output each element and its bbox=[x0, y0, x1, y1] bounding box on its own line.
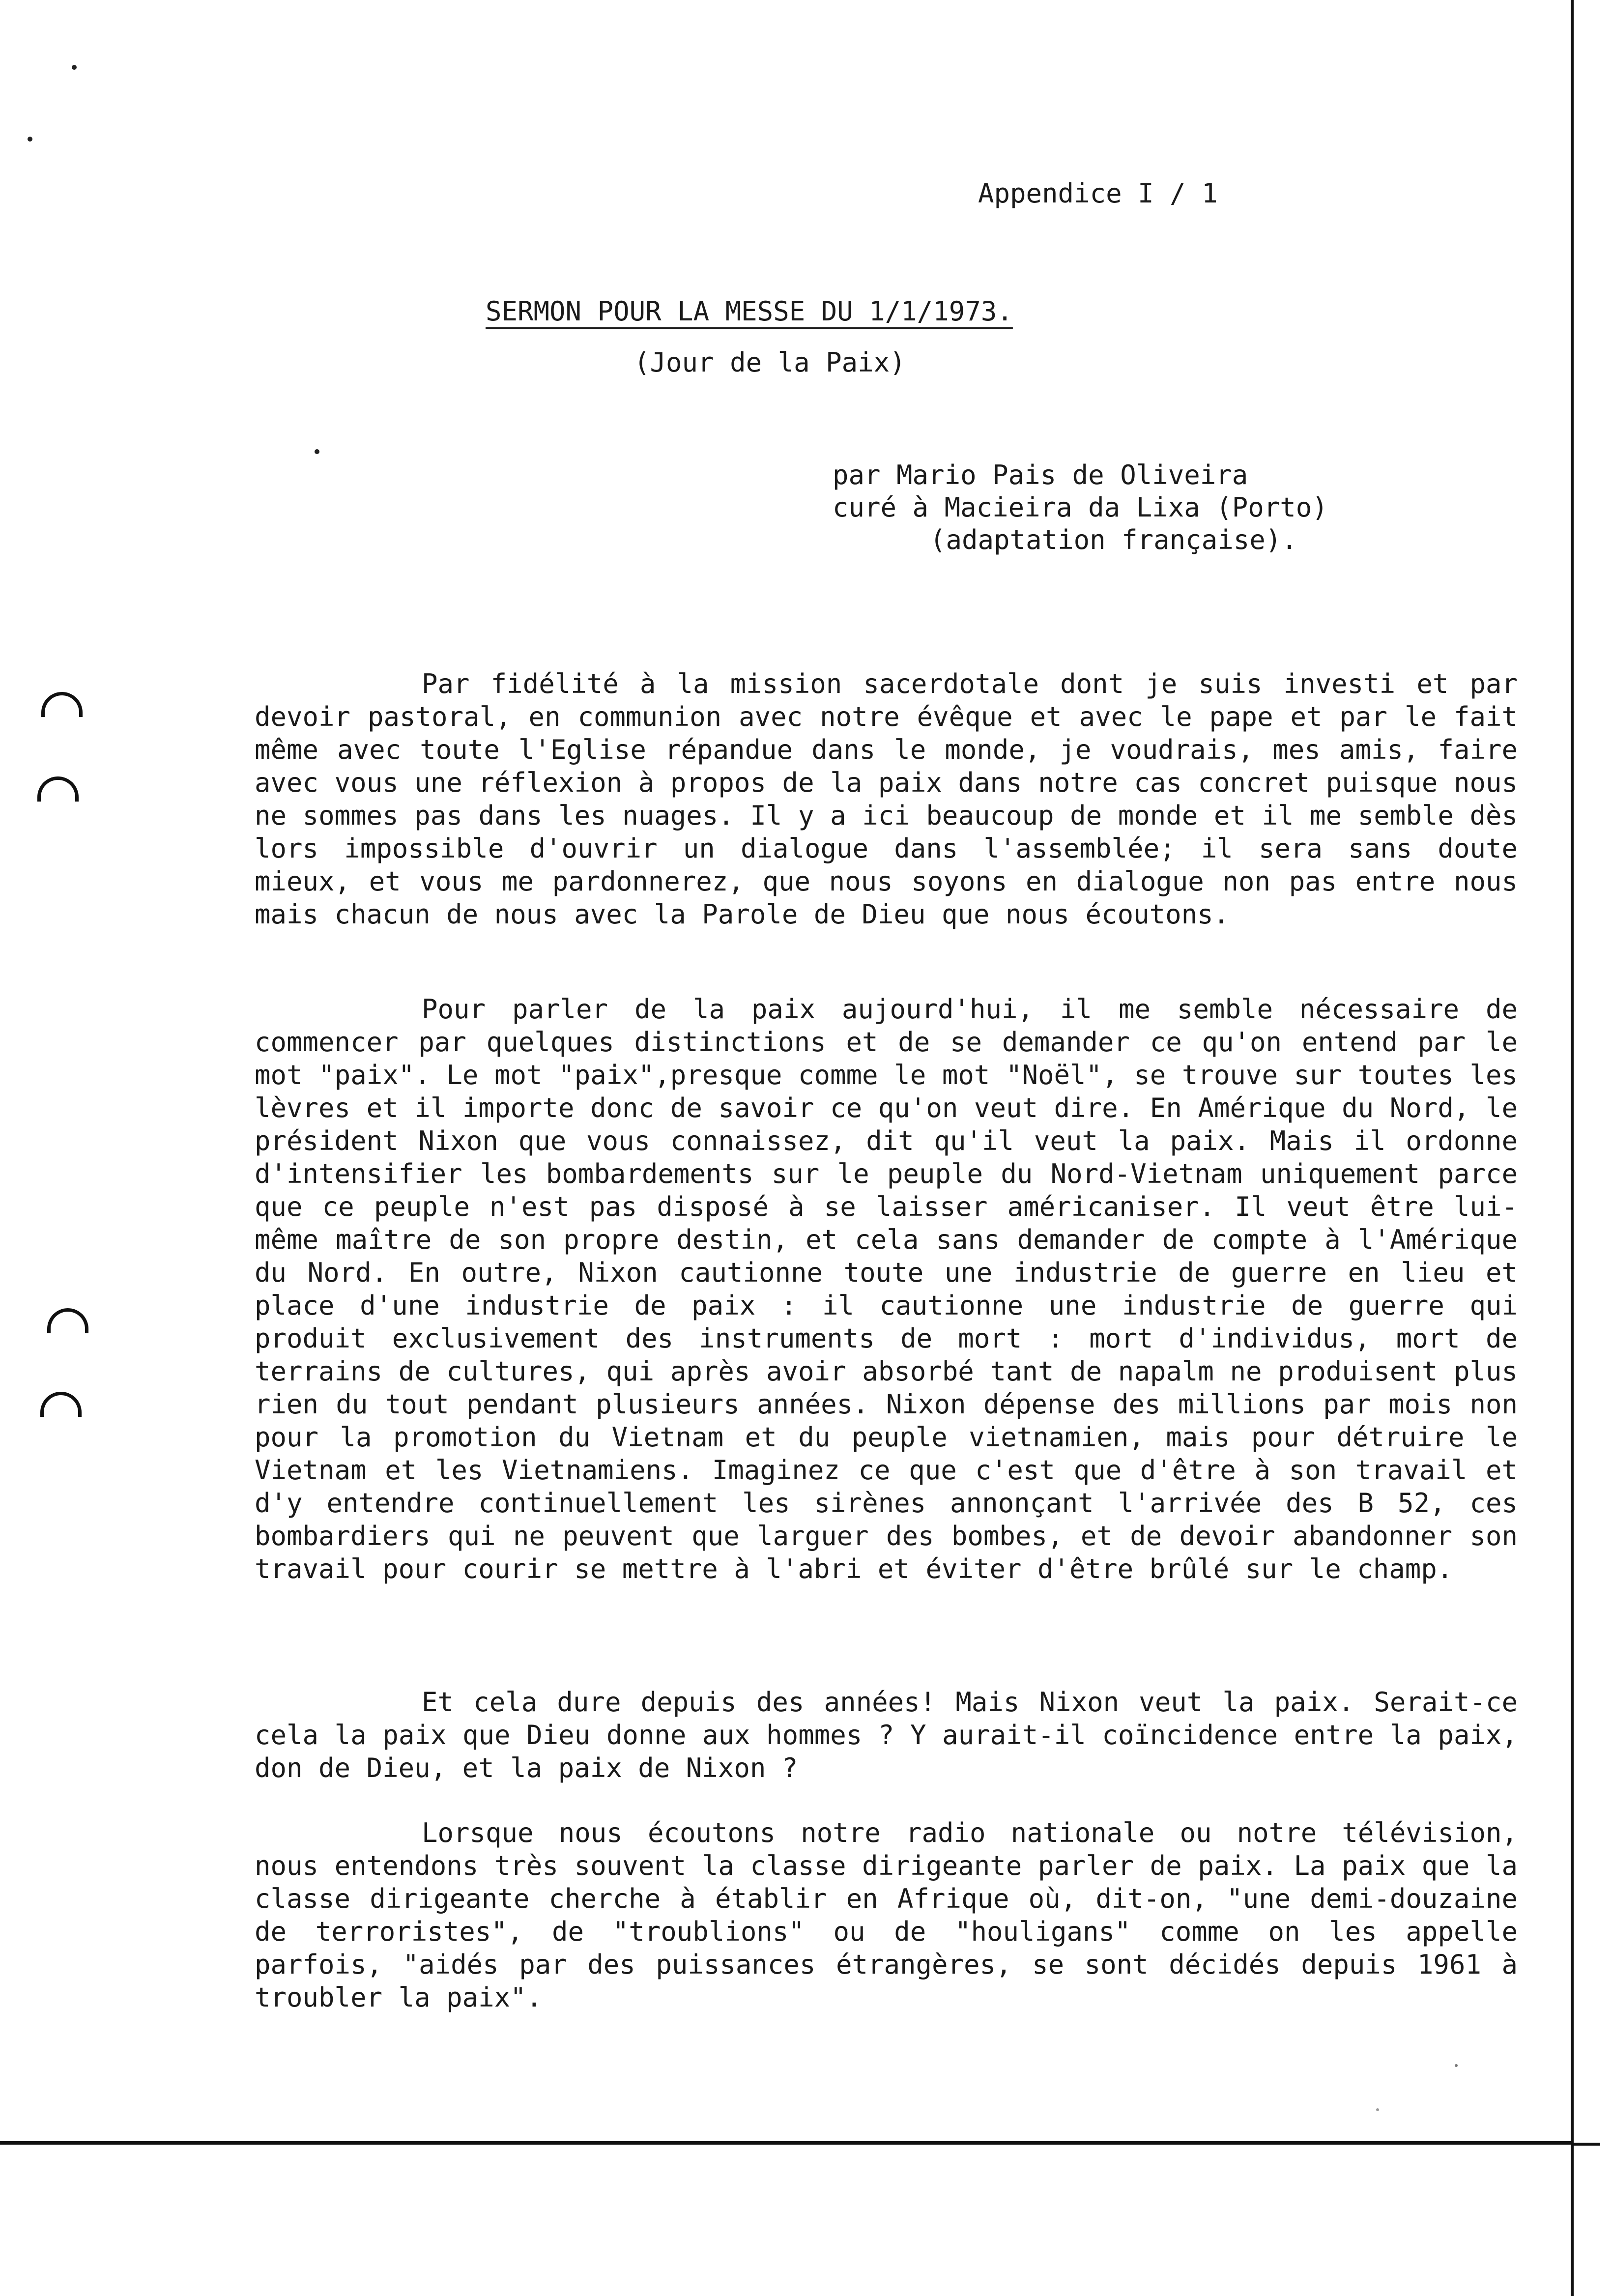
right-margin-rule bbox=[1571, 0, 1574, 2296]
binder-hole-mark bbox=[41, 692, 83, 717]
binder-hole-mark bbox=[37, 776, 79, 802]
binder-hole-mark bbox=[40, 1392, 82, 1417]
binder-hole-mark bbox=[47, 1308, 88, 1333]
bottom-rule bbox=[0, 2141, 1574, 2145]
adaptation-note: (adaptation française). bbox=[930, 524, 1297, 555]
appendix-label: Appendice I / 1 bbox=[978, 178, 1218, 209]
scan-speck bbox=[315, 449, 319, 454]
paragraph bbox=[255, 993, 1518, 1585]
right-margin-tick bbox=[1571, 2143, 1600, 2146]
scan-speck bbox=[28, 137, 32, 142]
scan-speck bbox=[1455, 2064, 1458, 2067]
paragraph bbox=[255, 1686, 1518, 1784]
paragraph-text: Par fidélité à la mission sacerdotale dont je suis investi et par devoir pastoral, en communion avec notre évêque et avec le pape et par le fait même avec toute l'Eglise répandue dans le monde, je voudrais, mes amis, faire avec vous une réflexion à propos de la paix dans notre cas concret puisque nous ne sommes pas dans les nuages. Il y a ici beaucoup de monde et il me semble dès lors impossible d'ouvrir un dialogue dans l'assemblée; il sera sans doute mieux, et vous me pardonnerez, que nous soyons en dialogue non pas entre nous mais chacun de nous avec la Parole de Dieu que nous écoutons. bbox=[255, 668, 1518, 930]
scan-speck bbox=[72, 65, 77, 70]
paragraph-text: Et cela dure depuis des années! Mais Nixon veut la paix. Serait-ce cela la paix que Dieu donne aux hommes ? Y aurait-il coïncidence entre la paix, don de Dieu, et la paix de Nixon ? bbox=[255, 1687, 1518, 1783]
author-name: par Mario Pais de Oliveira bbox=[833, 459, 1248, 490]
paragraph-text: Lorsque nous écoutons notre radio nationale ou notre télévision, nous entendons très souvent la classe dirigeante parler de paix. La paix que la classe dirigeante cherche à établir en Afrique où, dit-on, "une demi-douzaine de terroristes", de "troublions" ou de "houligans" comme on les appelle parfois, "aidés par des puissances étrangères, se sont décidés depuis 1961 à troubler la paix". bbox=[255, 1817, 1518, 2013]
scan-speck bbox=[1376, 2108, 1379, 2111]
author-position: curé à Macieira da Lixa (Porto) bbox=[833, 492, 1328, 523]
paragraph bbox=[255, 1816, 1518, 2014]
author-block bbox=[833, 459, 1328, 556]
document-subtitle: (Jour de la Paix) bbox=[634, 347, 906, 378]
paragraph bbox=[255, 667, 1518, 931]
paragraph-text: Pour parler de la paix aujourd'hui, il me semble nécessaire de commencer par quelques distinctions et de se demander ce qu'on entend par le mot "paix". Le mot "paix",presque comme le mot "Noël", se trouve sur toutes les lèvres et il importe donc de savoir ce qu'on veut dire. En Amérique du Nord, le président Nixon que vous connaissez, dit qu'il veut la paix. Mais il ordonne d'intensifier les bombardements sur le peuple du Nord-Vietnam uniquement parce que ce peuple n'est pas disposé à se laisser américaniser. Il veut être lui-même maître de son propre destin, et cela sans demander de compte à l'Amérique du Nord. En outre, Nixon cautionne toute une industrie de guerre en lieu et place d'une industrie de paix : il cautionne une industrie de guerre qui produit exclusivement des instruments de mort : mort d'individus, mort de terrains de cultures, qui après avoir absorbé tant de napalm ne produisent plus rien du tout pendant plusieurs années. Nixon dépense des millions par mois non pour la promotion du Vietnam et du peuple vietnamien, mais pour détruire le Vietnam et les Vietnamiens. Imaginez ce que c'est que d'être à son travail et d'y entendre continuellement les sirènes annonçant l'arrivée des B 52, ces bombardiers qui ne peuvent que larguer des bombes, et de devoir abandonner son travail pour courir se mettre à l'abri et éviter d'être brûlé sur le champ. bbox=[255, 994, 1518, 1584]
document-title: SERMON POUR LA MESSE DU 1/1/1973. bbox=[486, 296, 1013, 327]
